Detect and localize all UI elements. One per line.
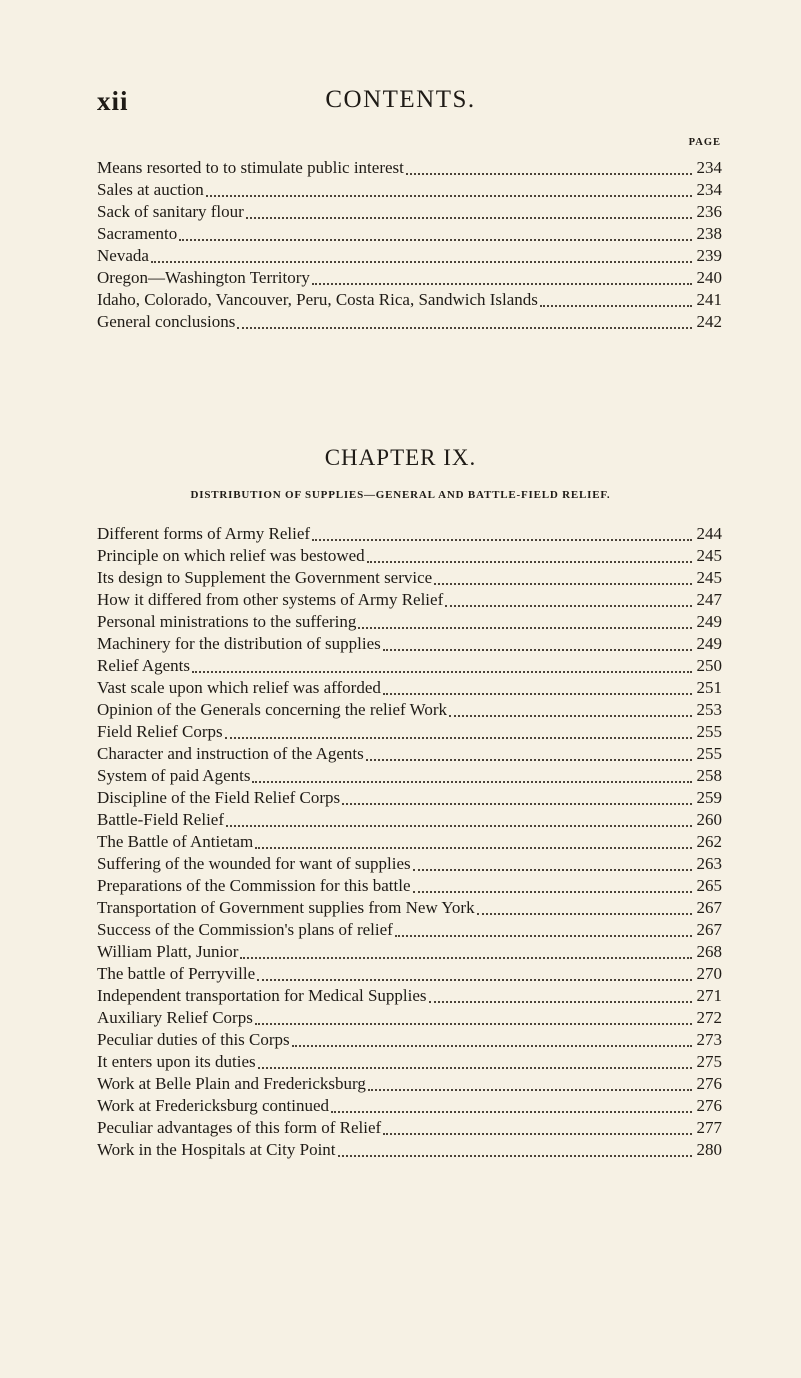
toc-entry-page: 250 <box>696 656 722 675</box>
toc-entry-page: 234 <box>696 158 722 177</box>
toc-entry-page: 255 <box>696 744 722 763</box>
toc-entry-title: Its design to Supplement the Government service <box>97 568 433 587</box>
toc-entry <box>97 655 722 677</box>
toc-entry <box>97 545 722 567</box>
toc-entry-page: 280 <box>696 1140 722 1159</box>
toc-entry <box>97 179 722 201</box>
toc-entry-title: Means resorted to to stimulate public interest <box>97 158 404 177</box>
toc-entry-title: Preparations of the Commission for this battle <box>97 876 411 895</box>
toc-entry-title: Principle on which relief was bestowed <box>97 546 365 565</box>
toc-entry-title: Sales at auction <box>97 180 204 199</box>
dot-leader <box>206 195 692 197</box>
toc-entry-page: 276 <box>696 1074 722 1093</box>
toc-entry-page: 253 <box>696 700 722 719</box>
dot-leader <box>429 1001 692 1003</box>
toc-entry-page: 265 <box>696 876 722 895</box>
toc-entry <box>97 1073 722 1095</box>
toc-entry-page: 262 <box>696 832 722 851</box>
toc-entry-page: 238 <box>696 224 722 243</box>
dot-leader <box>257 979 692 981</box>
toc-entry <box>97 1007 722 1029</box>
toc-entry-title: The Battle of Antietam <box>97 832 254 851</box>
toc-entry-title: Nevada <box>97 246 149 265</box>
toc-entry <box>97 611 722 633</box>
toc-entry <box>97 941 722 963</box>
dot-leader <box>338 1155 692 1157</box>
toc-entry-title: Work at Belle Plain and Fredericksburg <box>97 1074 366 1093</box>
toc-entry-page: 249 <box>696 634 722 653</box>
dot-leader <box>255 1023 692 1025</box>
toc-entry-title: Relief Agents <box>97 656 191 675</box>
toc-entry-title: It enters upon its duties <box>97 1052 256 1071</box>
toc-entry-page: 247 <box>696 590 722 609</box>
toc-entry-title: Work in the Hospitals at City Point <box>97 1140 336 1159</box>
toc-entry <box>97 523 722 545</box>
dot-leader <box>406 173 692 175</box>
toc-entry-page: 244 <box>696 524 722 543</box>
toc-entry-page: 239 <box>696 246 722 265</box>
toc-entry <box>97 1095 722 1117</box>
toc-entry <box>97 289 722 311</box>
toc-entry <box>97 809 722 831</box>
toc-entry-page: 260 <box>696 810 722 829</box>
toc-list-chapter <box>97 523 722 1161</box>
toc-entry-page: 251 <box>696 678 722 697</box>
dot-leader <box>252 781 692 783</box>
toc-entry-title: General conclusions <box>97 312 236 331</box>
toc-entry-page: 275 <box>696 1052 722 1071</box>
dot-leader <box>192 671 692 673</box>
toc-entry-title: Personal ministrations to the suffering <box>97 612 357 631</box>
toc-entry <box>97 1029 722 1051</box>
toc-entry <box>97 853 722 875</box>
toc-entry <box>97 245 722 267</box>
dot-leader <box>383 649 692 651</box>
toc-entry <box>97 589 722 611</box>
toc-entry-page: 242 <box>696 312 722 331</box>
toc-entry-title: Field Relief Corps <box>97 722 223 741</box>
dot-leader <box>413 891 692 893</box>
toc-entry <box>97 743 722 765</box>
toc-entry-page: 267 <box>696 920 722 939</box>
toc-entry-page: 277 <box>696 1118 722 1137</box>
dot-leader <box>237 327 692 329</box>
dot-leader <box>413 869 692 871</box>
dot-leader <box>255 847 692 849</box>
toc-entry-title: Work at Fredericksburg continued <box>97 1096 330 1115</box>
toc-entry <box>97 201 722 223</box>
toc-entry-title: Auxiliary Relief Corps <box>97 1008 253 1027</box>
dot-leader <box>342 803 692 805</box>
chapter-heading: CHAPTER IX. <box>324 445 477 470</box>
toc-entry <box>97 1117 722 1139</box>
toc-entry-page: 245 <box>696 568 722 587</box>
toc-entry-title: Vast scale upon which relief was afforded <box>97 678 381 697</box>
toc-entry-page: 272 <box>696 1008 722 1027</box>
toc-entry-title: Machinery for the distribution of supplies <box>97 634 381 653</box>
toc-entry-page: 276 <box>696 1096 722 1115</box>
page-number: xii <box>97 86 129 116</box>
dot-leader <box>395 935 692 937</box>
dot-leader <box>445 605 692 607</box>
dot-leader <box>368 1089 692 1091</box>
page-column-label: PAGE <box>688 137 721 148</box>
dot-leader <box>383 1133 692 1135</box>
toc-entry-page: 259 <box>696 788 722 807</box>
toc-entry-title: The battle of Perryville <box>97 964 256 983</box>
dot-leader <box>258 1067 692 1069</box>
toc-entry <box>97 721 722 743</box>
dot-leader <box>366 759 692 761</box>
toc-entry-page: 270 <box>696 964 722 983</box>
toc-entry-title: Independent transportation for Medical Supplies <box>97 986 427 1005</box>
dot-leader <box>240 957 692 959</box>
dot-leader <box>383 693 692 695</box>
toc-entry-title: Character and instruction of the Agents <box>97 744 364 763</box>
toc-entry-title: Sack of sanitary flour <box>97 202 244 221</box>
dot-leader <box>367 561 692 563</box>
toc-entry <box>97 633 722 655</box>
toc-entry-title: Discipline of the Field Relief Corps <box>97 788 341 807</box>
toc-entry-page: 273 <box>696 1030 722 1049</box>
page-header <box>0 86 801 120</box>
toc-entry <box>97 567 722 589</box>
dot-leader <box>540 305 692 307</box>
toc-entry-page: 263 <box>696 854 722 873</box>
chapter-subtitle: DISTRIBUTION OF SUPPLIES—GENERAL AND BATTLE-FIELD RELIEF. <box>190 489 611 501</box>
toc-entry-title: Suffering of the wounded for want of supplies <box>97 854 411 873</box>
toc-entry <box>97 875 722 897</box>
toc-entry <box>97 157 722 179</box>
toc-entry <box>97 831 722 853</box>
dot-leader <box>246 217 692 219</box>
toc-entry-title: Battle-Field Relief <box>97 810 224 829</box>
dot-leader <box>179 239 692 241</box>
toc-entry-title: Opinion of the Generals concerning the relief Work <box>97 700 448 719</box>
dot-leader <box>358 627 692 629</box>
dot-leader <box>312 283 692 285</box>
toc-entry <box>97 1139 722 1161</box>
toc-entry-title: How it differed from other systems of Army Relief <box>97 590 444 609</box>
toc-entry <box>97 1051 722 1073</box>
toc-entry-page: 255 <box>696 722 722 741</box>
toc-entry <box>97 223 722 245</box>
dot-leader <box>449 715 692 717</box>
toc-entry <box>97 963 722 985</box>
toc-entry <box>97 787 722 809</box>
toc-entry <box>97 677 722 699</box>
toc-entry <box>97 897 722 919</box>
toc-entry <box>97 985 722 1007</box>
toc-entry-title: System of paid Agents <box>97 766 251 785</box>
dot-leader <box>434 583 692 585</box>
toc-entry-page: 258 <box>696 766 722 785</box>
toc-entry <box>97 311 722 333</box>
toc-entry-page: 268 <box>696 942 722 961</box>
toc-entry-title: Peculiar duties of this Corps <box>97 1030 290 1049</box>
toc-list-before <box>97 157 722 333</box>
toc-entry <box>97 699 722 721</box>
dot-leader <box>477 913 692 915</box>
dot-leader <box>151 261 692 263</box>
toc-entry-page: 241 <box>696 290 722 309</box>
toc-entry-title: Sacramento <box>97 224 178 243</box>
toc-entry-title: Oregon—Washington Territory <box>97 268 310 287</box>
toc-entry-page: 267 <box>696 898 722 917</box>
toc-entry-page: 236 <box>696 202 722 221</box>
toc-entry-page: 249 <box>696 612 722 631</box>
dot-leader <box>225 737 692 739</box>
toc-entry-page: 245 <box>696 546 722 565</box>
dot-leader <box>226 825 692 827</box>
toc-entry-title: Success of the Commission's plans of relief <box>97 920 393 939</box>
toc-entry-title: Idaho, Colorado, Vancouver, Peru, Costa Rica, Sandwich Islands <box>97 290 538 309</box>
toc-entry <box>97 919 722 941</box>
dot-leader <box>312 539 692 541</box>
toc-entry-title: Different forms of Army Relief <box>97 524 311 543</box>
toc-entry-title: Transportation of Government supplies from New York <box>97 898 475 917</box>
toc-entry-page: 271 <box>696 986 722 1005</box>
toc-entry <box>97 267 722 289</box>
toc-entry <box>97 765 722 787</box>
toc-entry-page: 234 <box>696 180 722 199</box>
running-title: CONTENTS. <box>325 86 476 113</box>
toc-entry-title: William Platt, Junior <box>97 942 239 961</box>
dot-leader <box>331 1111 692 1113</box>
toc-entry-page: 240 <box>696 268 722 287</box>
toc-entry-title: Peculiar advantages of this form of Relief <box>97 1118 382 1137</box>
dot-leader <box>292 1045 692 1047</box>
